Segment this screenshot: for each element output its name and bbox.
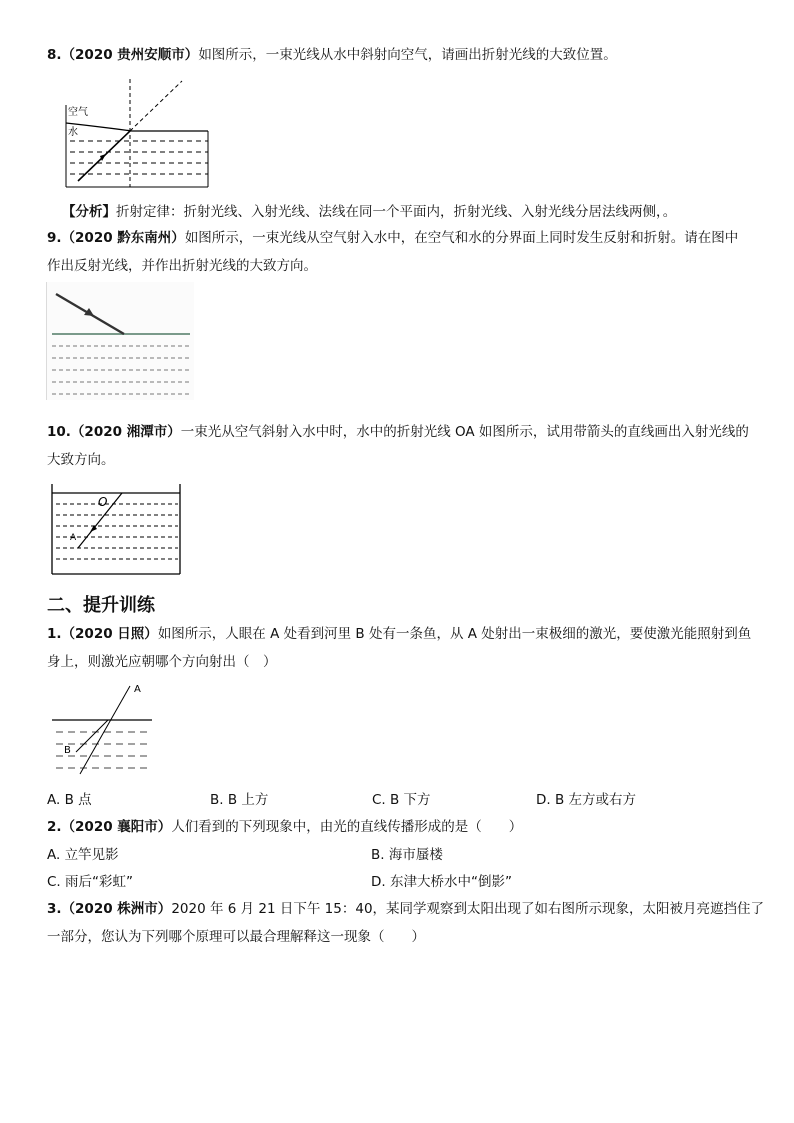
p2-option-a[interactable]: A. 立竿见影	[47, 847, 119, 863]
q9-figure	[46, 282, 196, 402]
q10-stem-line1	[47, 422, 767, 442]
q8-analysis-text: 折射定律：折射光线、入射光线、法线在同一个平面内，折射光线、入射光线分居法线两侧，。	[116, 204, 677, 220]
q8-figure	[62, 75, 212, 190]
q9-number: 9.	[47, 230, 62, 246]
p2-option-d[interactable]: D. 东津大桥水中“倒影”	[371, 874, 512, 890]
p1-number: 1.	[47, 626, 62, 642]
q8-water-label: 水	[68, 127, 78, 138]
q8-analysis-tag: 【分析】	[62, 204, 116, 220]
p3-stem-line2: 一部分，您认为下列哪个原理可以最合理解释这一现象（ ）	[47, 929, 425, 945]
p1-option-b[interactable]: B. B 上方	[210, 792, 269, 808]
p1-stem-line1	[47, 624, 767, 644]
p1-option-c[interactable]: C. B 下方	[372, 792, 431, 808]
p2-number: 2.	[47, 819, 62, 835]
q8-source: （2020 贵州安顺市）	[61, 47, 199, 63]
q10-a-label: A	[70, 533, 77, 543]
q8-analysis	[62, 202, 782, 222]
p1-stem-line2: 身上，则激光应朝哪个方向射出（ ）	[47, 654, 277, 670]
q8-text: 如图所示，一束光线从水中斜射向空气，请画出折射光线的大致位置。	[198, 47, 617, 63]
q8-number: 8.	[47, 47, 62, 63]
p3-text1: 2020 年 6 月 21 日下午 15：40，某同学观察到太阳出现了如右图所示现象，太阳被月亮遮挡住了	[171, 901, 765, 917]
q10-text1: 一束光从空气斜射入水中时，水中的折射光线 OA 如图所示，试用带箭头的直线画出入射光线的	[180, 424, 749, 440]
q9-text1: 如图所示，一束光线从空气射入水中，在空气和水的分界面上同时发生反射和折射。请在图中	[184, 230, 739, 246]
q8-air-label: 空气	[68, 107, 88, 118]
q9-source: （2020 黔东南州）	[61, 230, 185, 246]
p2-text: 人们看到的下列现象中，由光的直线传播形成的是（ ）	[171, 819, 523, 835]
p3-stem-line1	[47, 899, 767, 919]
p1-option-a[interactable]: A. B 点	[47, 792, 92, 808]
q9-stem-line2: 作出反射光线，并作出折射光线的大致方向。	[47, 258, 317, 274]
p1-source: （2020 日照）	[61, 626, 158, 642]
p2-option-c[interactable]: C. 雨后“彩虹”	[47, 874, 133, 890]
p1-option-d[interactable]: D. B 左方或右方	[536, 792, 637, 808]
q9-stem-line1	[47, 228, 767, 248]
p1-a-label: A	[134, 684, 141, 695]
p1-text1: 如图所示，人眼在 A 处看到河里 B 处有一条鱼，从 A 处射出一束极细的激光，要使激光能照射到鱼	[157, 626, 752, 642]
p2-source: （2020 襄阳市）	[61, 819, 172, 835]
q10-o-label: O	[98, 495, 108, 509]
q10-source: （2020 湘潭市）	[70, 424, 181, 440]
p1-figure	[52, 680, 156, 780]
p1-b-label: B	[64, 745, 71, 756]
section-heading: 二、提升训练	[47, 595, 155, 616]
q10-stem-line2: 大致方向。	[47, 452, 115, 468]
p2-option-b[interactable]: B. 海市蜃楼	[371, 847, 443, 863]
q8-stem	[47, 45, 767, 65]
q10-number: 10.	[47, 424, 71, 440]
p3-source: （2020 株洲市）	[61, 901, 172, 917]
q10-figure	[50, 480, 184, 580]
p2-stem	[47, 817, 767, 837]
p3-number: 3.	[47, 901, 62, 917]
